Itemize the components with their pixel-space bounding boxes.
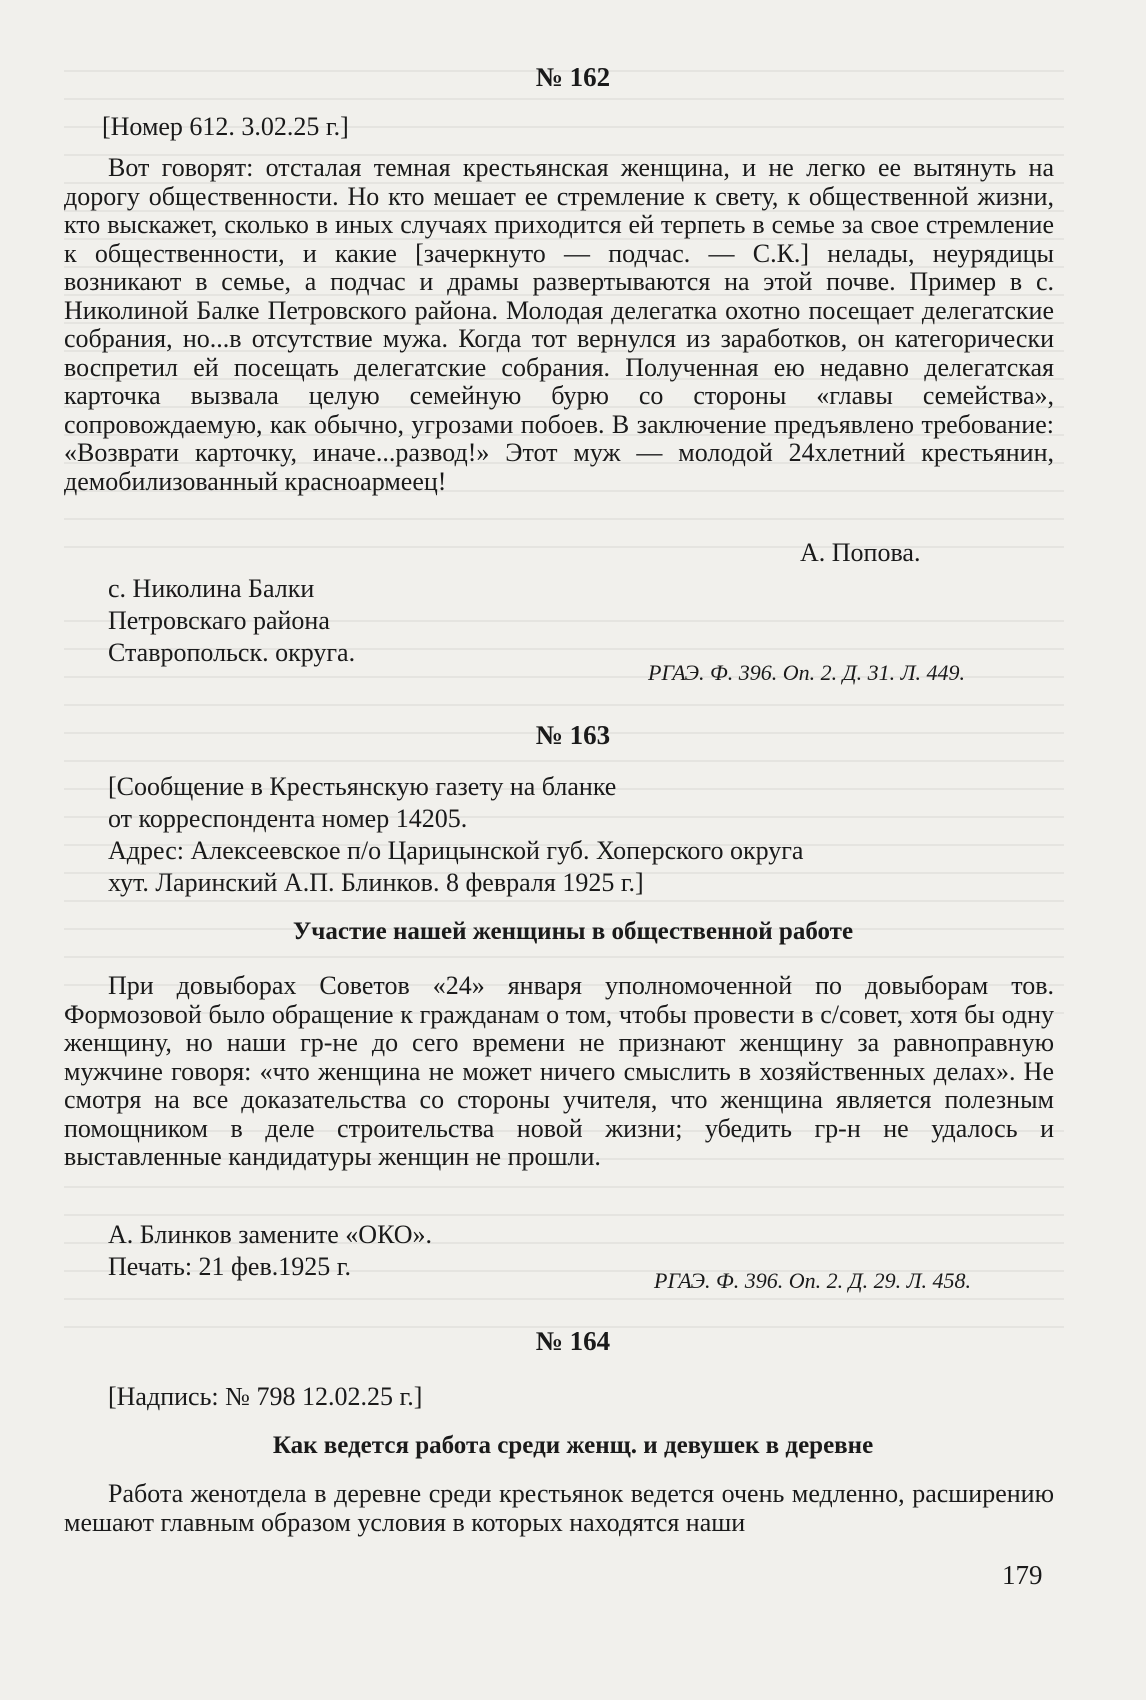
doc-162-address-line: с. Николина Балки (108, 574, 315, 603)
doc-163-body: При довыборах Советов «24» января уполномоченной по довыборам тов. Формозовой было обращение к гражданам о том, чтобы провести в с/совет, хотя бы одну женщину, но наши гр-не до сего времени не признают женщину за равноправную мужчине говоря: «что женщина не может ничего смыслить в хозяйственных делах». Не смотря на все доказательства со стороны учителя, что женщина является полезным помощником в деле строительства новой жизни; убедить гр-н не удалось и выставленные кандидатуры женщин не прошли. (64, 971, 1054, 1171)
doc-162-note: [Номер 612. 3.02.25 г.] (102, 112, 349, 141)
doc-164-note: [Надпись: № 798 12.02.25 г.] (108, 1382, 423, 1411)
doc-162-signature: А. Попова. (800, 538, 921, 567)
doc-163-note-line: от корреспондента номер 14205. (108, 804, 468, 833)
doc-162-number: № 162 (535, 62, 611, 92)
doc-163-number: № 163 (535, 720, 611, 750)
doc-163-source: РГАЭ. Ф. 396. Оп. 2. Д. 29. Л. 458. (654, 1268, 972, 1293)
doc-164-body: Работа женотдела в деревне среди крестьянок ведется очень медленно, расширению мешают главным образом условия в которых находятся наши (64, 1479, 1054, 1537)
doc-164-body-block (64, 1480, 1054, 1537)
doc-164-title: Как ведется работа среди женщ. и девушек в деревне (272, 1432, 874, 1459)
doc-162-body-block (64, 154, 1054, 496)
doc-162-address-line: Ставропольск. округа. (108, 638, 356, 667)
doc-164-number: № 164 (535, 1326, 611, 1356)
page-number: 179 (1002, 1560, 1043, 1590)
doc-163-footer-line: А. Блинков замените «ОКО». (108, 1220, 433, 1249)
doc-163-note-line: [Сообщение в Крестьянскую газету на бланке (108, 772, 617, 801)
doc-163-title: Участие нашей женщины в общественной работе (292, 918, 854, 945)
doc-163-note-line: хут. Ларинский А.П. Блинков. 8 февраля 1925 г.] (108, 868, 644, 897)
doc-162-source: РГАЭ. Ф. 396. Оп. 2. Д. 31. Л. 449. (648, 660, 966, 685)
doc-162-body: Вот говорят: отсталая темная крестьянская женщина, и не легко ее вытянуть на дорогу общественности. Но кто мешает ее стремление к свету, к общественной жизни, кто выскажет, сколько в иных случаях приходится ей терпеть в семье за свое стремление к общественности, и какие [зачеркнуто — подчас. — С.К.] нелады, неурядицы возникают в семье, а подчас и драмы развертываются на этой почве. Пример в с. Николиной Балке Петровского района. Молодая делегатка охотно посещает делегатские собрания, но...в отсутствие мужа. Когда тот вернулся из заработков, он категорически воспретил ей посещать делегатские собрания. Полученная ею недавно делегатская карточка вызвала целую семейную бурю со стороны «главы семейства», сопровождаемую, как обычно, угрозами побоев. В заключение предъявлено требование: «Возврати карточку, иначе...развод!» Этот муж — молодой 24хлетний крестьянин, демобилизованный красноармеец! (64, 153, 1054, 496)
doc-163-footer-line: Печать: 21 фев.1925 г. (108, 1252, 351, 1281)
doc-163-note-line: Адрес: Алексеевское п/о Царицынской губ. Хоперского округа (108, 836, 804, 865)
doc-162-address-line: Петровскаго района (108, 606, 330, 635)
doc-163-body-block (64, 972, 1054, 1172)
